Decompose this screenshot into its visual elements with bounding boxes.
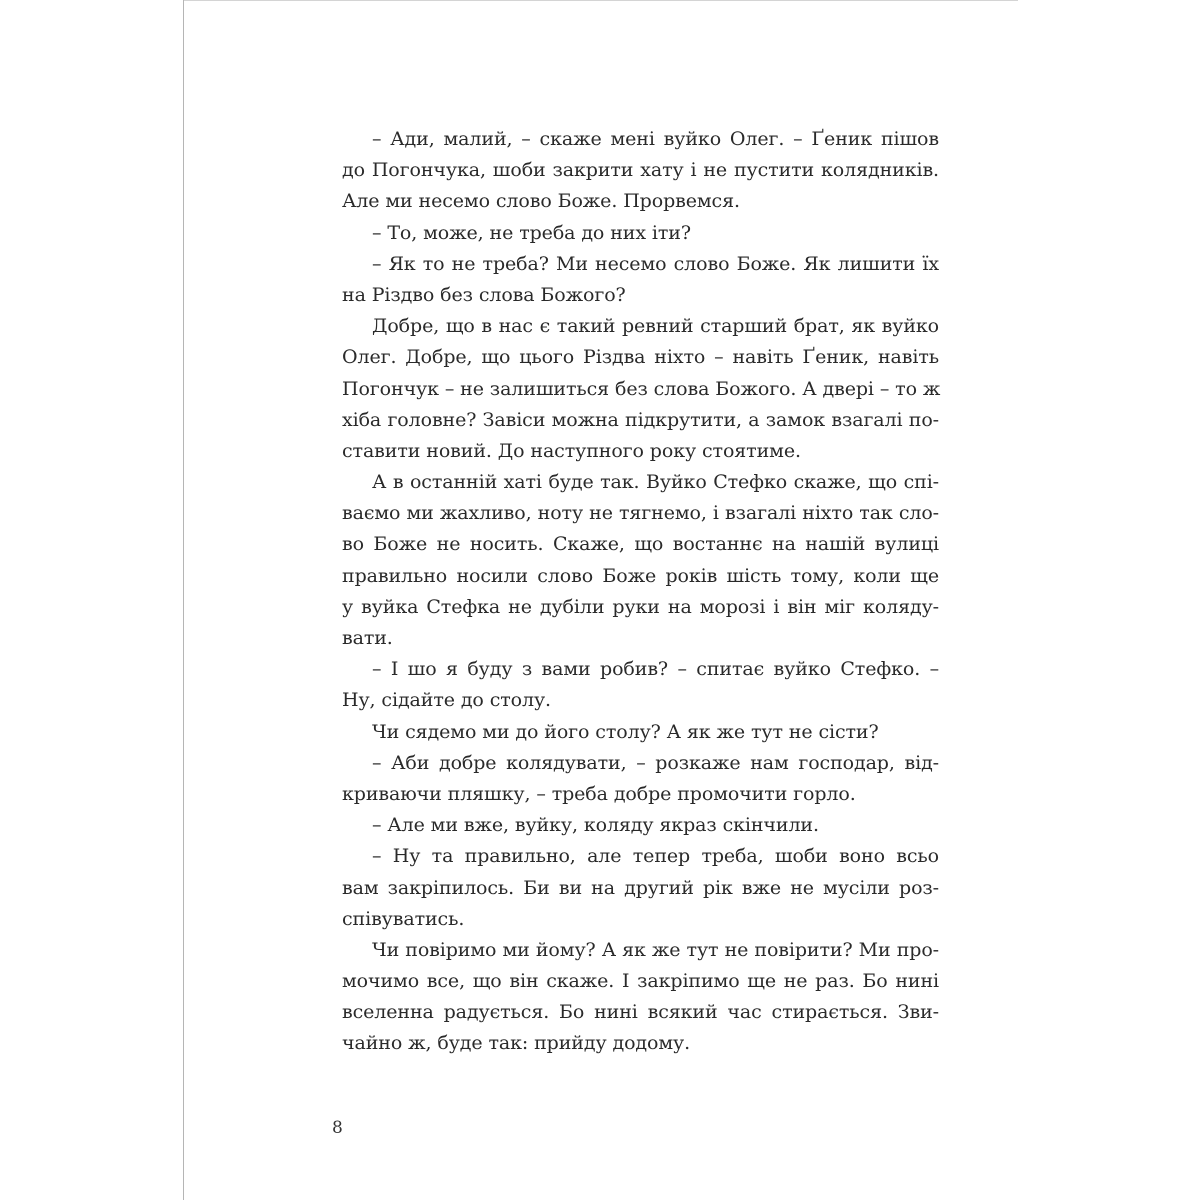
- text-line: ставити новий. До наступного року стоятиме.: [342, 439, 801, 462]
- text-line: Але ми несемо слово Боже. Прорвемся.: [342, 190, 740, 213]
- text-line: Добре, що в нас є такий ревний старший брат, як вуйко: [372, 315, 939, 338]
- text-line: А в останній хаті буде так. Вуйко Стефко скаже, що спі-: [372, 471, 939, 494]
- text-line: Ну, сідайте до столу.: [342, 689, 551, 712]
- text-line: Погончук – не залишиться без слова Божого. А двері – то ж: [342, 377, 941, 400]
- text-line: хіба головне? Завіси можна підкрутити, а замок взагалі по-: [342, 408, 939, 431]
- page-number: 8: [332, 1118, 343, 1138]
- text-line: – Але ми вже, вуйку, коляду якраз скінчили.: [372, 814, 819, 837]
- page-top-edge: [184, 0, 1018, 1]
- text-line: Чи повіримо ми йому? А як же тут не повірити? Ми про-: [372, 938, 939, 961]
- text-line: вселенна радується. Бо нині всякий час стирається. Зви-: [342, 1001, 939, 1024]
- body-text: [342, 124, 939, 1060]
- text-line: во Боже не носить. Скаже, що востаннє на нашій вулиці: [342, 533, 939, 556]
- text-line: ваємо ми жахливо, ноту не тягнемо, і взагалі ніхто так сло-: [342, 502, 939, 525]
- text-line: – То, може, не треба до них іти?: [372, 221, 691, 244]
- text-line: співуватись.: [342, 907, 465, 930]
- text-line: вам закріпилось. Би ви на другий рік вже не мусіли роз-: [342, 876, 939, 899]
- text-line: на Різдво без слова Божого?: [342, 283, 626, 306]
- page-left-edge: [183, 0, 184, 1200]
- text-line: правильно носили слово Боже років шість тому, коли ще: [342, 564, 939, 587]
- text-line: чайно ж, буде так: прийду додому.: [342, 1032, 691, 1055]
- text-line: – Ну та правильно, але тепер треба, шоби воно всьо: [372, 845, 939, 868]
- text-line: – І шо я буду з вами робив? – спитає вуйко Стефко. –: [372, 658, 939, 681]
- text-line: – Ади, малий, – скаже мені вуйко Олег. – Ґеник пішов: [372, 128, 939, 150]
- text-line: мочимо все, що він скаже. І закріпимо ще не раз. Бо нині: [342, 970, 939, 993]
- text-line: у вуйка Стефка не дубіли руки на морозі і він міг коляду-: [342, 595, 939, 618]
- text-line: – Аби добре колядувати, – розкаже нам господар, від-: [372, 751, 939, 774]
- text-line: до Погончука, шоби закрити хату і не пустити колядників.: [342, 159, 939, 182]
- text-line: криваючи пляшку, – треба добре промочити горло.: [342, 782, 856, 805]
- text-line: Олег. Добре, що цього Різдва ніхто – навіть Ґеник, навіть: [342, 346, 939, 369]
- text-line: Чи сядемо ми до його столу? А як же тут не сісти?: [372, 720, 879, 743]
- text-line: вати.: [342, 627, 393, 649]
- text-line: – Як то не треба? Ми несемо слово Боже. Як лишити їх: [372, 252, 939, 275]
